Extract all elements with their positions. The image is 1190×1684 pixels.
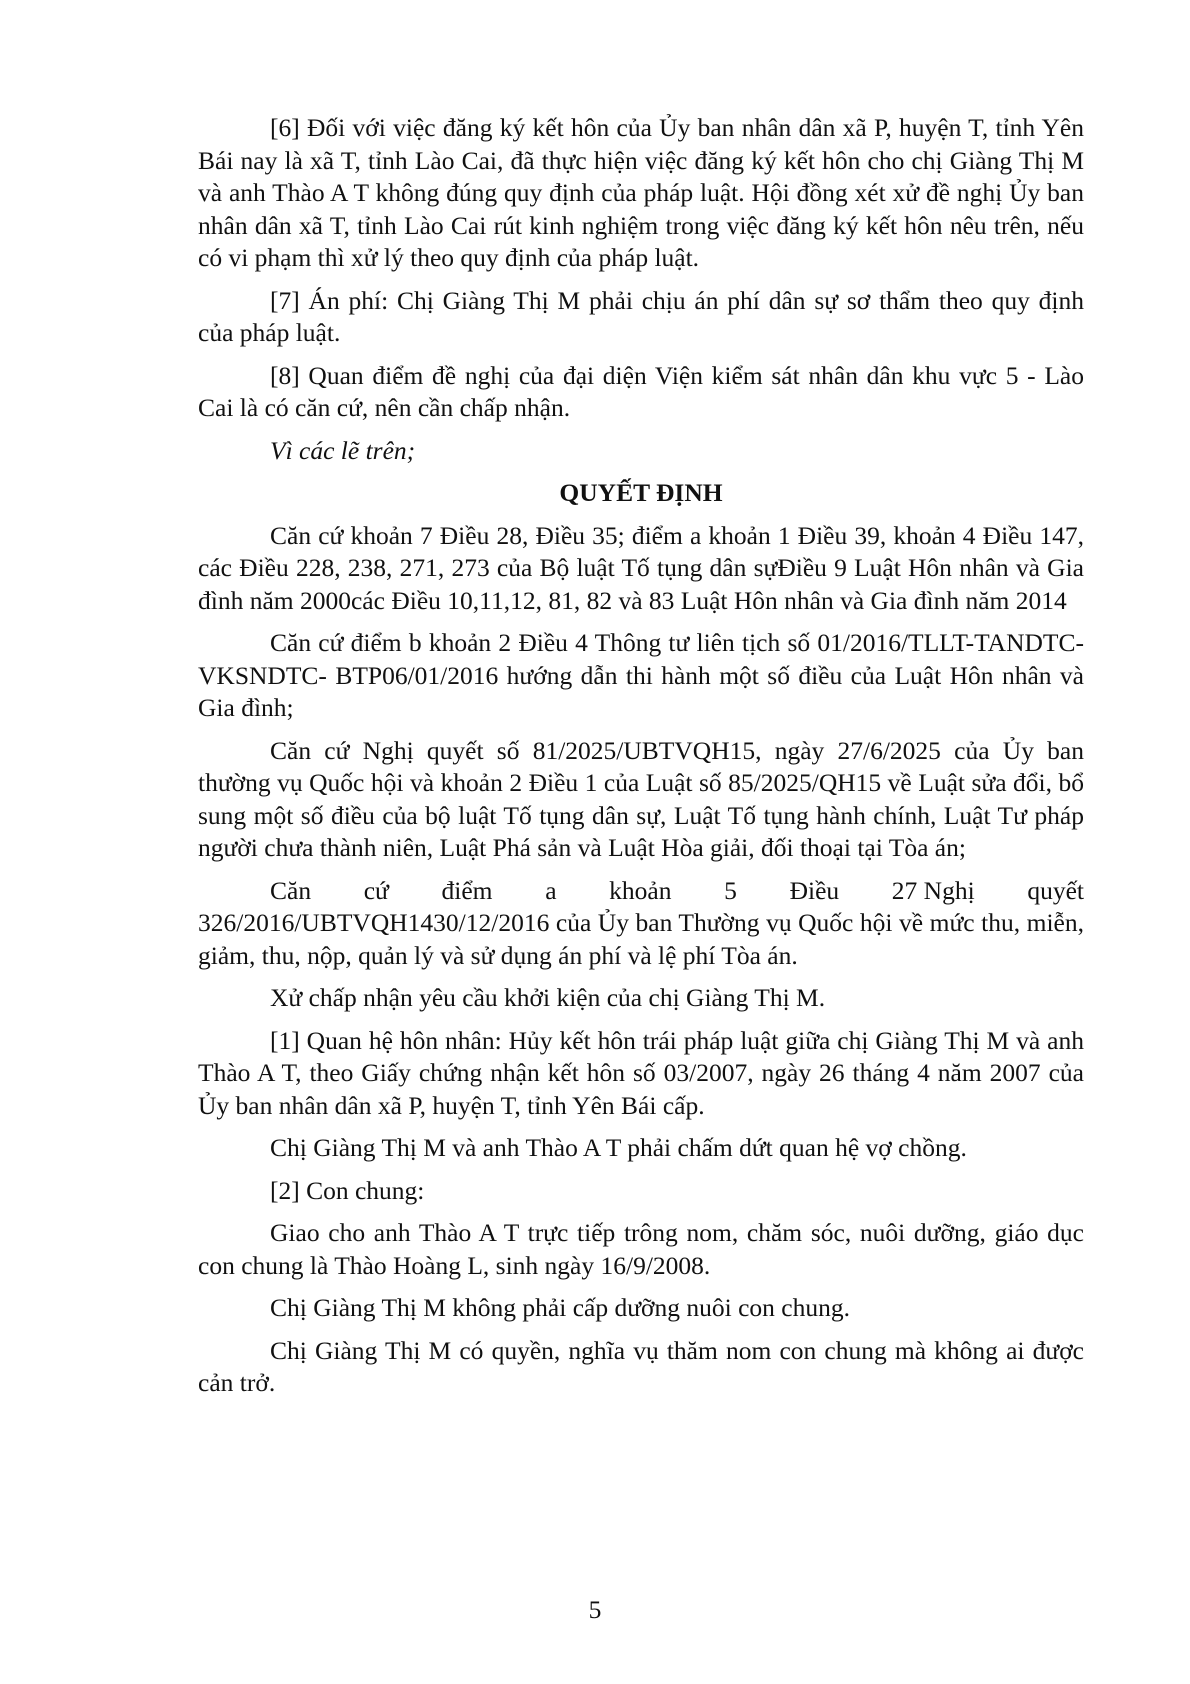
item-2-visitation: Chị Giàng Thị M có quyền, nghĩa vụ thăm nom con chung mà không ai được cản trở. (198, 1335, 1084, 1397)
basis-paragraph-2: Căn cứ điểm b khoản 2 Điều 4 Thông tư liên tịch số 01/2016/TLLT-TANDTC- VKSNDTC- BTP06/01/2016 hướng dẫn thi hành một số điều của Luật Hôn nhân và Gia đình; (198, 628, 1084, 722)
basis-paragraph-3: Căn cứ Nghị quyết số 81/2025/UBTVQH15, ngày 27/6/2025 của Ủy ban thường vụ Quốc hội và khoản 2 Điều 1 của Luật số 85/2025/QH15 về Luật sửa đổi, bổ sung một số điều của bộ luật Tố tụng dân sự, Luật Tố tụng hành chính, Luật Tư pháp người chưa thành niên, Luật Phá sản và Luật Hòa giải, đối thoại tại Tòa án; (198, 735, 1084, 862)
item-2-custody: Giao cho anh Thào A T trực tiếp trông nom, chăm sóc, nuôi dưỡng, giáo dục con chung là Thào Hoàng L, sinh ngày 16/9/2008. (198, 1218, 1084, 1280)
paragraph-6: [6] Đối với việc đăng ký kết hôn của Ủy ban nhân dân xã P, huyện T, tỉnh Yên Bái nay là xã T, tỉnh Lào Cai, đã thực hiện việc đăng ký kết hôn cho chị Giàng Thị M và anh Thào A T không đúng quy định của pháp luật. Hội đồng xét xử đề nghị Ủy ban nhân dân xã T, tỉnh Lào Cai rút kinh nghiệm trong việc đăng ký kết hôn nêu trên, nếu có vi phạm thì xử lý theo quy định của pháp luật. (198, 113, 1084, 272)
basis-4-word: khoản (609, 875, 672, 905)
item-1-marriage: [1] Quan hệ hôn nhân: Hủy kết hôn trái pháp luật giữa chị Giàng Thị M và anh Thào A T, theo Giấy chứng nhận kết hôn số 03/2007, ngày 26 tháng 4 năm 2007 của Ủy ban nhân dân xã P, huyện T, tỉnh Yên Bái cấp. (198, 1025, 1084, 1120)
item-2-heading: [2] Con chung: (270, 1175, 425, 1205)
document-page (198, 112, 1084, 1410)
basis-4-word: 27 Nghị (891, 875, 975, 905)
basis-paragraph-4 (198, 875, 1084, 973)
basis-4-word: điểm (441, 875, 493, 905)
basis-4-rest: 326/2016/UBTVQH1430/12/2016 của Ủy ban Thường vụ Quốc hội về mức thu, miễn, giảm, thu, nộp, quản lý và sử dụng án phí và lệ phí Tòa án. (198, 908, 1084, 970)
basis-4-word: Điều (789, 875, 840, 905)
decision-heading: QUYẾT ĐỊNH (559, 478, 723, 507)
basis-paragraph-1: Căn cứ khoản 7 Điều 28, Điều 35; điểm a khoản 1 Điều 39, khoản 4 Điều 147, các Điều 228, 238, 271, 273 của Bộ luật Tố tụng dân sựĐiều 9 Luật Hôn nhân và Gia đình năm 2000các Điều 10,11,12, 81, 82 và 83 Luật Hôn nhân và Gia đình năm 2014 (198, 520, 1084, 615)
item-2-support: Chị Giàng Thị M không phải cấp dưỡng nuôi con chung. (270, 1293, 850, 1322)
item-1-terminate: Chị Giàng Thị M và anh Thào A T phải chấm dứt quan hệ vợ chồng. (270, 1133, 967, 1162)
basis-4-word: cứ (363, 875, 389, 905)
reasons-line: Vì các lẽ trên; (270, 435, 416, 465)
accept-claim: Xử chấp nhận yêu cầu khởi kiện của chị Giàng Thị M. (270, 983, 826, 1012)
basis-4-first-line (198, 875, 1084, 908)
paragraph-8: [8] Quan điểm đề nghị của đại diện Viện kiểm sát nhân dân khu vực 5 - Lào Cai là có căn cứ, nên cần chấp nhận. (198, 360, 1084, 422)
page-number: 5 (588, 1595, 602, 1624)
basis-4-word: a (545, 875, 557, 905)
paragraph-7: [7] Án phí: Chị Giàng Thị M phải chịu án phí dân sự sơ thẩm theo quy định của pháp luật. (198, 285, 1084, 347)
basis-4-word: quyết (1027, 875, 1084, 905)
basis-4-word: 5 (724, 875, 737, 905)
basis-4-word: Căn (270, 875, 312, 905)
